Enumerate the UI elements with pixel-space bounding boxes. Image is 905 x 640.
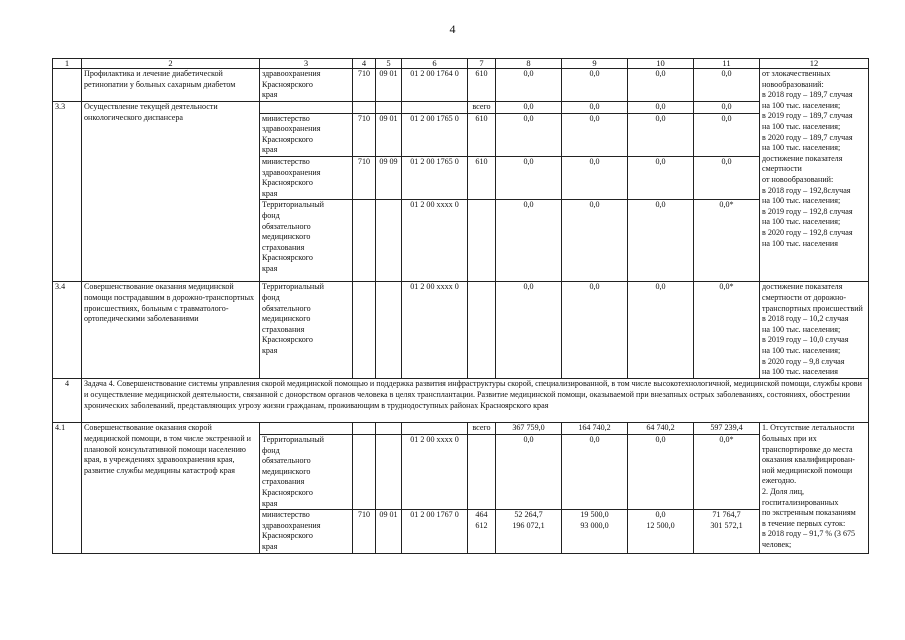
grbs-cell: 710	[353, 113, 376, 156]
organization-cell	[260, 423, 353, 435]
budget-table	[52, 58, 869, 554]
table-row	[53, 282, 869, 379]
organization-cell: Территориальный фонд обязательного медицинского страхования Красноярского края	[260, 434, 353, 509]
csr-cell: 01 2 00 хххх 0	[402, 282, 468, 379]
table-row	[53, 379, 869, 423]
amount: 93 000,0	[580, 520, 609, 530]
amount: 71 764,7	[712, 510, 741, 520]
value-total: 0,0	[694, 102, 760, 114]
row-number-cell: 4	[53, 379, 82, 423]
value-total: 0,0*	[694, 282, 760, 379]
activity-name: Профилактика и лечение диабетической ретинопатии у больных сахарным диабетом	[82, 69, 260, 102]
vr-cell: 610	[468, 113, 496, 156]
expected-result: 1. Отсутствие летальности больных при их транспортировке до места оказания квалифицирован- ной медицинской помощи ежегодно. 2. Доля лиц, госпитализированных по экстренным показаниям в течение первых суток: в 2018 году – 91,7 % (3 675 человек;	[760, 423, 869, 554]
csr-cell	[402, 102, 468, 114]
csr-cell: 01 2 00 хххх 0	[402, 434, 468, 509]
header-cell: 5	[376, 59, 402, 69]
expected-result: от злокачественных новообразований: в 2018 году – 189,7 случая на 100 тыс. населения; в 2019 году – 189,7 случая на 100 тыс. населения; в 2020 году – 189,7 случая на 100 тыс. населения; достижение показателя смертности от новообразований: в 2018 году – 192,8случая на 100 тыс. населения; в 2019 году – 192,8 случая на 100 тыс. населения; в 2020 году – 192,8 случая на 100 тыс. населения	[760, 69, 869, 282]
vr-value: 464	[475, 510, 488, 520]
value-total: 0,0	[694, 156, 760, 199]
grbs-cell	[353, 434, 376, 509]
vr-cell: 610	[468, 156, 496, 199]
activity-name: Совершенствование оказания скорой медицинской помощи, в том числе экстренной и плановой консультативной помощи населению края, в учреждениях здравоохранения края, развитие службы медицины катастроф края	[82, 423, 260, 554]
header-cell: 3	[260, 59, 353, 69]
value-2018: 367 759,0	[496, 423, 562, 435]
header-cell: 7	[468, 59, 496, 69]
grbs-cell	[353, 282, 376, 379]
organization-cell: министерство здравоохранения Красноярского края	[260, 113, 353, 156]
vr-cell	[468, 510, 496, 554]
header-cell: 10	[628, 59, 694, 69]
value-total: 0,0	[694, 69, 760, 102]
rzpr-cell	[376, 282, 402, 379]
value-total: 0,0	[694, 113, 760, 156]
value-total: 597 239,4	[694, 423, 760, 435]
amount: 19 500,0	[580, 510, 609, 520]
vr-cell	[468, 434, 496, 509]
grbs-cell	[353, 423, 376, 435]
value-total: 0,0*	[694, 200, 760, 282]
grbs-cell	[353, 102, 376, 114]
rzpr-cell	[376, 434, 402, 509]
rzpr-cell: 09 09	[376, 156, 402, 199]
activity-name: Осуществление текущей деятельности онкологического диспансера	[82, 102, 260, 282]
header-cell: 11	[694, 59, 760, 69]
organization-cell: Территориальный фонд обязательного медицинского страхования Красноярского края	[260, 282, 353, 379]
grbs-cell: 710	[353, 510, 376, 554]
csr-cell: 01 2 00 хххх 0	[402, 200, 468, 282]
value-2020: 64 740,2	[628, 423, 694, 435]
header-cell: 6	[402, 59, 468, 69]
rzpr-cell	[376, 423, 402, 435]
expected-result: достижение показателя смертности от дорожно- транспортных происшествий в 2018 году – 10,2 случая на 100 тыс. населения; в 2019 году – 10,0 случая на 100 тыс. населения; в 2020 году – 9,8 случая на 100 тыс. населения	[760, 282, 869, 379]
value-2020: 0,0	[628, 102, 694, 114]
csr-cell: 01 2 00 1765 0	[402, 156, 468, 199]
value-2020: 0,0	[628, 113, 694, 156]
value-2019	[562, 510, 628, 554]
amount: 0,0	[655, 510, 666, 520]
value-2018: 0,0	[496, 200, 562, 282]
csr-cell: 01 2 00 1765 0	[402, 113, 468, 156]
organization-cell: Территориальный фонд обязательного медицинского страхования Красноярского края	[260, 200, 353, 282]
row-number-cell: 3.3	[53, 102, 82, 282]
value-2019: 0,0	[562, 69, 628, 102]
organization-cell: здравоохранения Красноярского края	[260, 69, 353, 102]
organization-cell	[260, 102, 353, 114]
value-2019: 0,0	[562, 156, 628, 199]
amount: 12 500,0	[646, 520, 675, 530]
amount: 52 264,7	[514, 510, 543, 520]
grbs-cell: 710	[353, 69, 376, 102]
value-2018: 0,0	[496, 69, 562, 102]
value-2018	[496, 510, 562, 554]
grbs-cell	[353, 200, 376, 282]
value-2018: 0,0	[496, 282, 562, 379]
value-2018: 0,0	[496, 102, 562, 114]
rzpr-cell: 09 01	[376, 113, 402, 156]
page-number: 4	[449, 22, 456, 36]
vr-cell: всего	[468, 423, 496, 435]
value-2018: 0,0	[496, 156, 562, 199]
value-2020: 0,0	[628, 156, 694, 199]
header-cell: 8	[496, 59, 562, 69]
table-row	[53, 102, 869, 114]
task-description: Задача 4. Совершенствование системы управления скорой медицинской помощью и поддержка развития инфраструктуры скорой, специализированной, в том числе высокотехнологичной, медицинской помощи, службы крови и осуществление медицинской деятельности, связанной с донорством органов человека в целях трансплантации. Развитие медицинской помощи, оказываемой при внезапных острых заболеваниях, состояниях, обострении хронических заболеваний, представляющих угрозу жизни гражданам, проживающим в труднодоступных районах Красноярского края	[82, 379, 869, 423]
vr-value: 612	[475, 520, 488, 530]
organization-cell: министерство здравоохранения Красноярского края	[260, 156, 353, 199]
rzpr-cell	[376, 102, 402, 114]
vr-cell: 610	[468, 69, 496, 102]
value-2019: 0,0	[562, 282, 628, 379]
rzpr-cell	[376, 200, 402, 282]
value-2020	[628, 510, 694, 554]
table-row	[53, 423, 869, 435]
csr-cell: 01 2 00 1767 0	[402, 510, 468, 554]
header-cell: 4	[353, 59, 376, 69]
row-number-cell: 3.4	[53, 282, 82, 379]
csr-cell	[402, 423, 468, 435]
row-number-cell: 4.1	[53, 423, 82, 554]
amount: 301 572,1	[710, 520, 743, 530]
value-2019: 0,0	[562, 102, 628, 114]
budget-table-wrapper	[52, 58, 868, 554]
value-2020: 0,0	[628, 282, 694, 379]
rzpr-cell: 09 01	[376, 69, 402, 102]
vr-cell: всего	[468, 102, 496, 114]
value-total	[694, 510, 760, 554]
value-2018: 0,0	[496, 113, 562, 156]
row-number-cell	[53, 69, 82, 102]
grbs-cell: 710	[353, 156, 376, 199]
value-2020: 0,0	[628, 434, 694, 509]
header-cell: 2	[82, 59, 260, 69]
activity-name: Совершенствование оказания медицинской помощи пострадавшим в дорожно-транспортных происшествиях, больным с травматолого-ортопедическими заболеваниями	[82, 282, 260, 379]
value-total: 0,0*	[694, 434, 760, 509]
organization-cell: министерство здравоохранения Красноярского края	[260, 510, 353, 554]
rzpr-cell: 09 01	[376, 510, 402, 554]
value-2019: 0,0	[562, 434, 628, 509]
header-cell: 12	[760, 59, 869, 69]
vr-cell	[468, 200, 496, 282]
value-2020: 0,0	[628, 69, 694, 102]
value-2019: 164 740,2	[562, 423, 628, 435]
value-2019: 0,0	[562, 113, 628, 156]
header-cell: 9	[562, 59, 628, 69]
table-row	[53, 69, 869, 102]
value-2020: 0,0	[628, 200, 694, 282]
value-2019: 0,0	[562, 200, 628, 282]
header-row	[53, 59, 869, 69]
csr-cell: 01 2 00 1764 0	[402, 69, 468, 102]
header-cell: 1	[53, 59, 82, 69]
amount: 196 072,1	[512, 520, 545, 530]
value-2018: 0,0	[496, 434, 562, 509]
vr-cell	[468, 282, 496, 379]
